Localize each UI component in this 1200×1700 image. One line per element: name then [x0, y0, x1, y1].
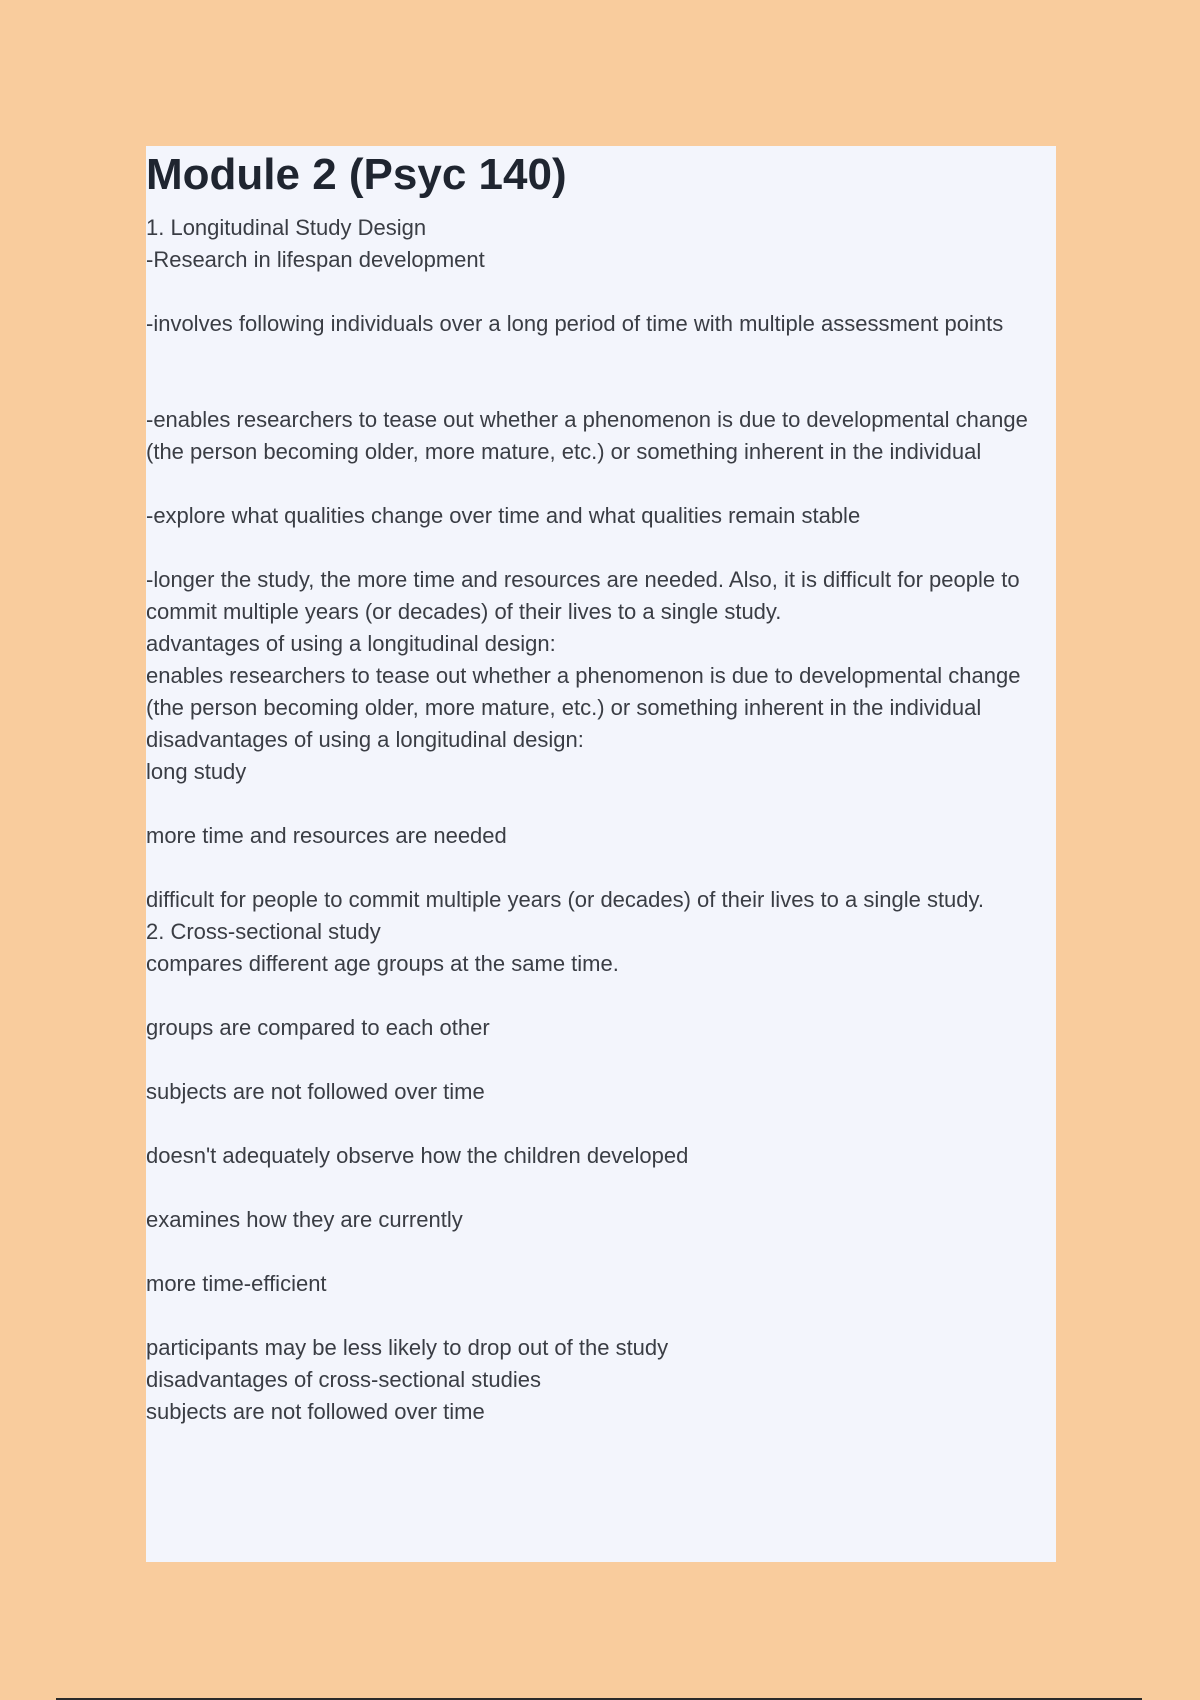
- text-line: subjects are not followed over time: [146, 1079, 485, 1104]
- text-line: disadvantages of using a longitudinal design:: [146, 727, 584, 752]
- blank-line: [146, 788, 1056, 820]
- text-line: -Research in lifespan development: [146, 247, 485, 272]
- blank-line: [146, 276, 1056, 308]
- blank-line: [146, 1044, 1056, 1076]
- blank-line: [146, 1300, 1056, 1332]
- text-line: subjects are not followed over time: [146, 1399, 485, 1424]
- blank-line: [146, 980, 1056, 1012]
- text-line: 1. Longitudinal Study Design: [146, 215, 427, 240]
- document-body: [146, 212, 1056, 1428]
- text-line: examines how they are currently: [146, 1207, 463, 1232]
- blank-line: [146, 372, 1056, 404]
- text-line: -involves following individuals over a long period of time with multiple assessment points: [146, 311, 1004, 336]
- text-line: participants may be less likely to drop out of the study: [146, 1335, 669, 1360]
- blank-line: [146, 852, 1056, 884]
- text-line: groups are compared to each other: [146, 1015, 490, 1040]
- text-line: disadvantages of cross-sectional studies: [146, 1367, 541, 1392]
- blank-line: [146, 468, 1056, 500]
- text-line: more time and resources are needed: [146, 823, 507, 848]
- document-title: Module 2 (Psyc 140): [146, 150, 567, 199]
- blank-line: [146, 1236, 1056, 1268]
- text-line: difficult for people to commit multiple years (or decades) of their lives to a single study.: [146, 887, 985, 912]
- text-line: compares different age groups at the same time.: [146, 951, 619, 976]
- blank-line: [146, 1108, 1056, 1140]
- blank-line: [146, 532, 1056, 564]
- text-line: -enables researchers to tease out whether a phenomenon is due to developmental change (the person becoming older, more mature, etc.) or something inherent in the individual: [146, 407, 1028, 464]
- text-line: enables researchers to tease out whether a phenomenon is due to developmental change (the person becoming older, more mature, etc.) or something inherent in the individual: [146, 663, 1021, 720]
- document-page: [146, 146, 1056, 1562]
- text-line: doesn't adequately observe how the children developed: [146, 1143, 689, 1168]
- text-line: -explore what qualities change over time and what qualities remain stable: [146, 503, 861, 528]
- text-line: long study: [146, 759, 247, 784]
- text-line: advantages of using a longitudinal design:: [146, 631, 556, 656]
- blank-line: [146, 1172, 1056, 1204]
- text-line: -longer the study, the more time and resources are needed. Also, it is difficult for people to commit multiple years (or decades) of their lives to a single study.: [146, 567, 1020, 624]
- text-line: 2. Cross-sectional study: [146, 919, 381, 944]
- blank-line: [146, 340, 1056, 372]
- text-line: more time-efficient: [146, 1271, 327, 1296]
